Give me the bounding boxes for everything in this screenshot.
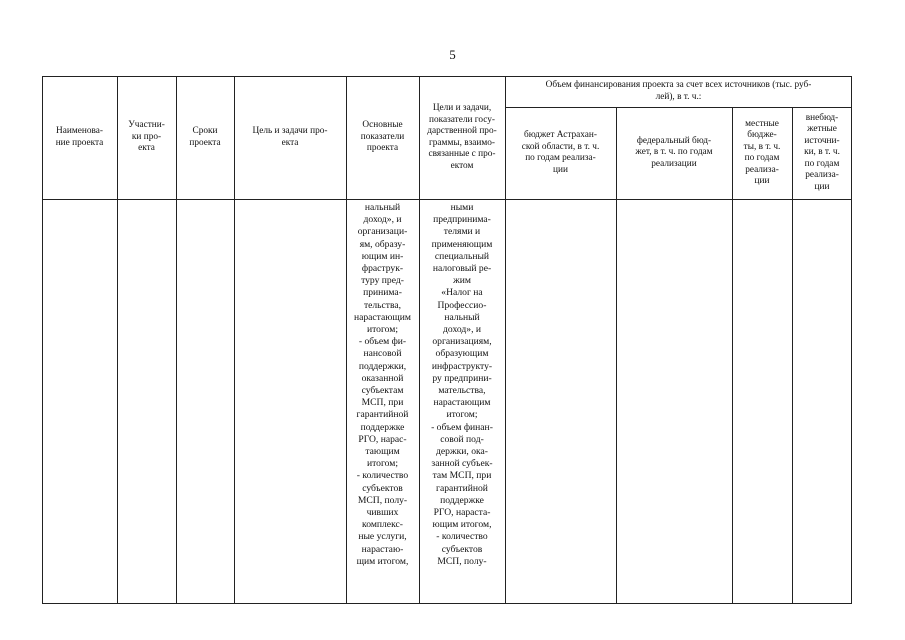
- header-fin-federal: федеральный бюд- жет, в т. ч. по годам реализации: [635, 135, 713, 169]
- header-participants: Участни- ки про- екта: [128, 120, 165, 154]
- header-terms: Сроки проекта: [189, 126, 221, 148]
- header-financing-group: Объем финансирования проекта за счет всех источников (тыс. руб- лей), в т. ч.:: [545, 80, 812, 102]
- header-fin-regional: бюджет Астрахан- ской области, в т. ч. по годам реализа- ции: [521, 130, 600, 175]
- header-project-name: Наименова- ние проекта: [55, 126, 104, 148]
- header-fin-local: местные бюдже- ты, в т. ч. по годам реализа- ции: [743, 118, 781, 186]
- header-bottom-border: [42, 199, 852, 200]
- header-indicators: Основные показатели проекта: [360, 120, 405, 154]
- table-bottom-border: [42, 603, 852, 604]
- indicators-cell-text: нальный доход», и организаци- ям, образу- ющим ин- фраструк- туру пред- принима- тельства, нарастающим итогом; - объем фи- нансовой поддержки, оказанной субъектам МСП, при гарантийной поддержке РГО, нарас- тающим итогом; - количество субъектов МСП, полу- чивших комплекс- ные услуги, нарастаю- щим итогом,: [353, 202, 412, 567]
- header-state-program: Цели и задачи, показатели госу- дарственной про- граммы, взаимо- связанные с про- ектом: [427, 103, 497, 171]
- page-number: 5: [449, 47, 456, 62]
- project-table: [42, 76, 852, 604]
- state-program-cell-text: ными предпринима- телями и применяющим специальный налоговый ре- жим «Налог на Профессио- нальный доход», и организациям, образующим инфраструкту- ру предприни- мательства, нарастающим итогом; - объем финан- совой под- держки, ока- занной субъек- там МСП, при гарантийной поддержке РГО, нараста- ющим итогом, - количество субъектов МСП, полу-: [431, 202, 493, 567]
- header-fin-offbudget: внебюд- жетные источни- ки, в т. ч. по годам реализа- ции: [804, 112, 840, 192]
- header-goals: Цель и задачи про- екта: [252, 126, 328, 148]
